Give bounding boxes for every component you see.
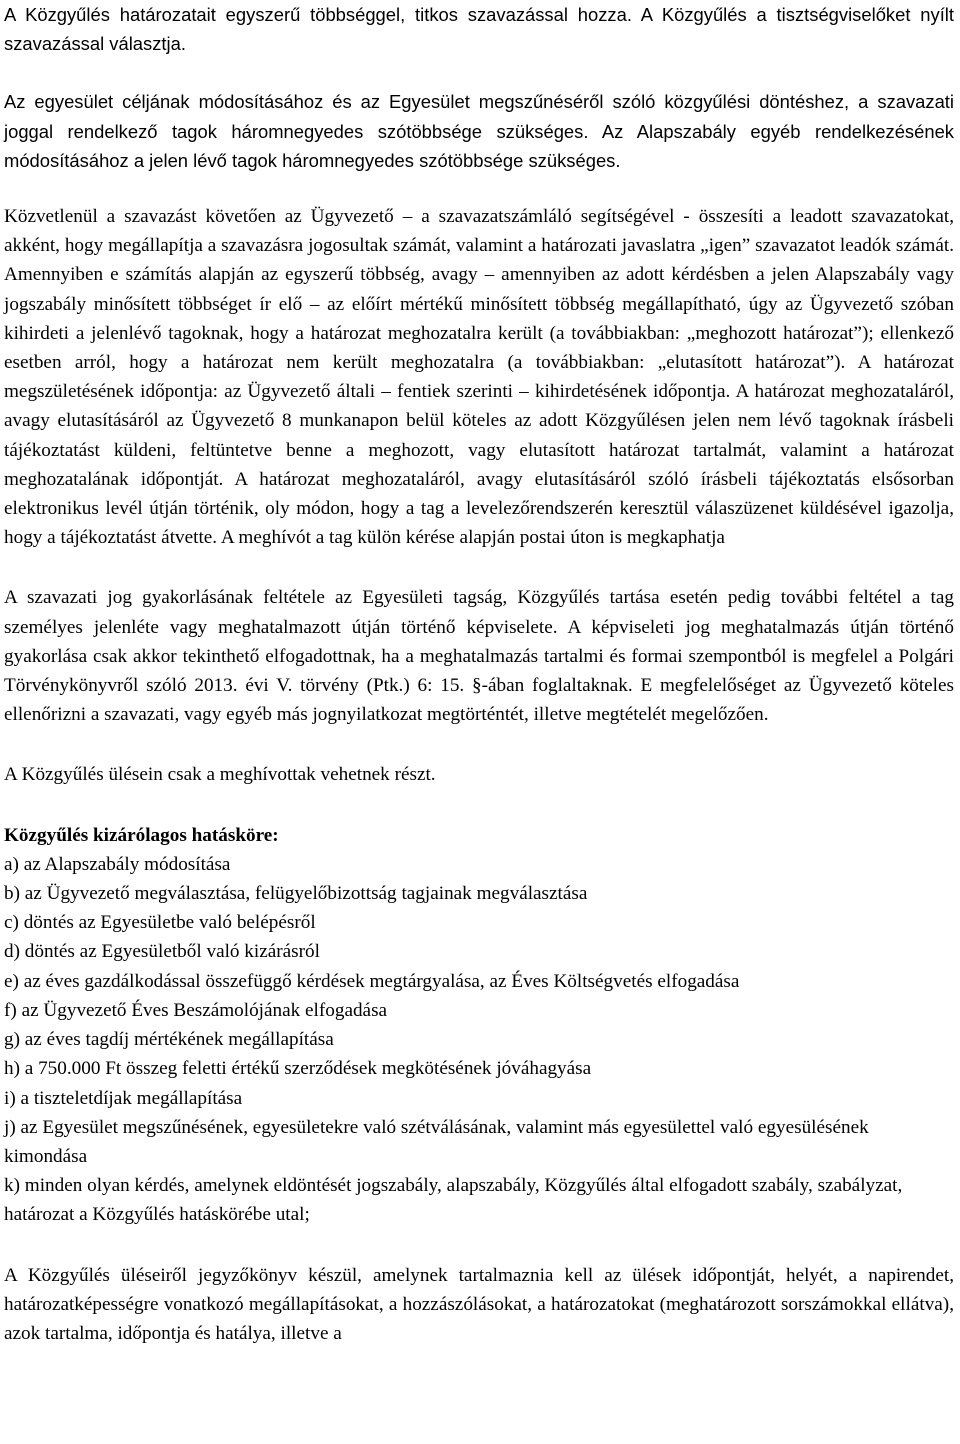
competence-heading: Közgyűlés kizárólagos hatásköre: (4, 824, 279, 846)
list-item: f) az Ügyvezető Éves Beszámolójának elfogadása (4, 999, 388, 1021)
competence-list (4, 850, 954, 1230)
list-item: i) a tiszteletdíjak megállapítása (4, 1087, 243, 1109)
list-item: h) a 750.000 Ft összeg feletti értékű szerződések megkötésének jóváhagyása (4, 1058, 592, 1080)
paragraph-voting-right: A szavazati jog gyakorlásának feltétele az Egyesületi tagság, Közgyűlés tartása esetén pedig további feltétel a tag személyes jelenléte vagy meghatalmazott útján történő képviselete. A képviseleti jog meghatalmazás útján történő gyakorlása csak akkor tekinthető elfogadottnak, ha a meghatalmazás tartalmi és formai szempontból is megfelel a Polgári Törvénykönyvről szóló 2013. évi V. törvény (Ptk.) 6: 15. §-ában foglaltaknak. E megfelelőséget az Ügyvezető köteles ellenőrizni a szavazati, vagy egyéb más jognyilatkozat megtörténtét, illetve megtételét megelőzően. (4, 587, 954, 726)
list-item: k) minden olyan kérdés, amelynek eldöntését jogszabály, alapszabály, Közgyűlés által elfogadott szabály, szabályzat, határozat a Közgyűlés hatáskörébe utal; (4, 1175, 903, 1226)
list-item: g) az éves tagdíj mértékének megállapítása (4, 1029, 334, 1051)
paragraph-vote-counting: Közvetlenül a szavazást követően az Ügyvezető – a szavazatszámláló segítségével - összesíti a leadott szavazatokat, akként, hogy megállapítja a szavazásra jogosultak számát, valamint a határozati javaslatra „igen” szavazatot leadók számát. Amennyiben e számítás alapján az egyszerű többség, avagy – amennyiben az adott kérdésben a jelen Alapszabály vagy jogszabály minősített többséget ír elő – az előírt mértékű minősített többség megállapítható, úgy az Ügyvezető szóban kihirdeti a jelenlévő tagoknak, hogy a határozat meghozatalra került (a továbbiakban: „meghozott határozat”); ellenkező esetben arról, hogy a határozat nem került meghozatalra (a továbbiakban: „elutasított határozat”). A határozat megszületésének időpontja: az Ügyvezető általi – fentiek szerinti – kihirdetésének időpontja. A határozat meghozataláról, avagy elutasításáról az Ügyvezető 8 munkanapon belül köteles az adott Közgyűlésen jelen nem lévő tagoknak írásbeli tájékoztatást küldeni, feltüntetve benne a meghozott, vagy elutasított határozat tartalmát, valamint a határozat meghozatalának időpontját. A határozat meghozataláról, avagy elutasításáról szóló írásbeli tájékoztatás elsősorban elektronikus levél útján történik, oly módon, hogy a tag a levelezőrendszerén keresztül válaszüzenet küldésével igazolja, hogy a tájékoztatást átvette. A meghívót a tag külön kérése alapján postai úton is megkaphatja (4, 206, 954, 549)
paragraph-majority-requirements: Az egyesület céljának módosításához és az Egyesület megszűnéséről szóló közgyűlési döntéshez, a szavazati joggal rendelkező tagok háromnegyedes szótöbbsége szükséges. Az Alapszabály egyéb rendelkezésének módosításához a jelen lévő tagok háromnegyedes szótöbbsége szükséges. (4, 91, 954, 171)
paragraph-minutes: A Közgyűlés üléseiről jegyzőkönyv készül, amelynek tartalmaznia kell az ülések időpontját, helyét, a napirendet, határozatképességre vonatkozó megállapításokat, a hozzászólásokat, a határozatokat (meghatározott sorszámokkal ellátva), azok tartalma, időpontja és hatálya, illetve a (4, 1264, 954, 1344)
list-item: e) az éves gazdálkodással összefüggő kérdések megtárgyalása, az Éves Költségvetés elfogadása (4, 970, 740, 992)
paragraph-attendance: A Közgyűlés ülésein csak a meghívottak vehetnek részt. (4, 764, 436, 786)
list-item: b) az Ügyvezető megválasztása, felügyelőbizottság tagjainak megválasztása (4, 883, 588, 905)
paragraph-voting-rules: A Közgyűlés határozatait egyszerű többséggel, titkos szavazással hozza. A Közgyűlés a tisztségviselőket nyílt szavazással választja. (4, 4, 954, 55)
list-item: c) döntés az Egyesületbe való belépésről (4, 912, 316, 934)
list-item: j) az Egyesület megszűnésének, egyesületekre való szétválásának, valamint más egyesülettel való egyesülésének kimondása (4, 1116, 869, 1167)
list-item: d) döntés az Egyesületből való kizárásról (4, 941, 320, 963)
list-item: a) az Alapszabály módosítása (4, 853, 231, 875)
